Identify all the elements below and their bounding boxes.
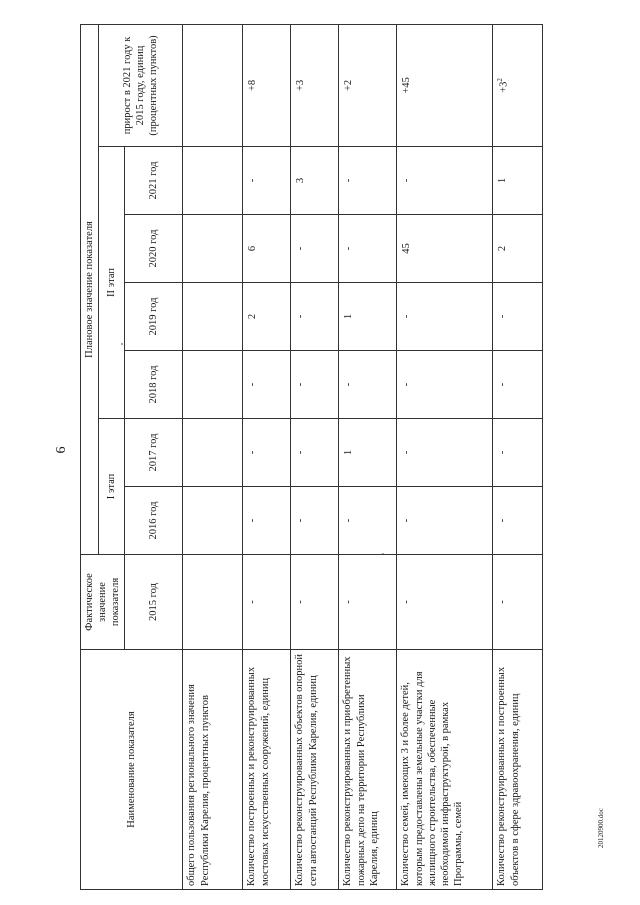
value-text: - <box>295 382 307 387</box>
indicator-value <box>291 215 339 283</box>
value-text: - <box>295 600 307 604</box>
indicator-value <box>183 24 243 146</box>
indicator-value <box>493 215 543 283</box>
header-growth: прирост в 2021 году к 2015 году, единиц (процентных пунктов) <box>99 24 183 146</box>
value-text: - <box>247 600 259 604</box>
header-row-1 <box>81 24 99 889</box>
value-text: - <box>343 600 355 604</box>
value-text: - <box>401 178 413 183</box>
value-text: +2 <box>343 79 355 92</box>
indicator-value <box>183 351 243 419</box>
indicator-name: Количество построенных и реконструированных мостовых искусственных сооружений, единиц <box>243 650 291 890</box>
header-year: 2018 год <box>125 351 183 419</box>
indicator-value <box>339 419 397 487</box>
value-text: - <box>247 178 259 183</box>
table-row <box>493 24 543 889</box>
value-text: - <box>295 518 307 523</box>
indicator-value <box>397 215 493 283</box>
rotated-table-container <box>80 25 610 890</box>
indicator-value <box>397 24 493 146</box>
header-actual: Фактическое значение показателя <box>81 555 125 650</box>
header-year: 2017 год <box>125 419 183 487</box>
indicator-value <box>291 351 339 419</box>
value-text: 1 <box>343 313 355 320</box>
indicator-value <box>291 24 339 146</box>
indicator-value <box>243 351 291 419</box>
header-stage-2: II этап <box>99 147 125 419</box>
indicator-value <box>243 419 291 487</box>
indicator-name: Количество реконструированных объектов опорной сети автостанций Республики Карелия, единиц <box>291 650 339 890</box>
indicator-value <box>183 215 243 283</box>
indicator-value <box>339 555 397 650</box>
value-text: +45 <box>401 77 413 94</box>
indicator-value <box>243 283 291 351</box>
value-text: - <box>343 382 355 387</box>
indicator-value <box>493 351 543 419</box>
indicator-name: общего пользования регионального значения Республики Карелия, процентных пунктов <box>183 650 243 890</box>
value-text: 2 <box>497 245 509 252</box>
value-text: - <box>247 518 259 523</box>
header-year: 2016 год <box>125 487 183 555</box>
indicator-value <box>397 283 493 351</box>
indicator-value <box>397 147 493 215</box>
footnote-mark: 2 <box>496 78 505 82</box>
indicator-value <box>339 215 397 283</box>
indicator-value <box>291 419 339 487</box>
indicator-value <box>291 283 339 351</box>
indicator-value <box>291 487 339 555</box>
indicator-value <box>397 419 493 487</box>
value-text: - <box>343 178 355 183</box>
indicator-value <box>493 487 543 555</box>
table-row <box>291 24 339 889</box>
indicator-value <box>291 147 339 215</box>
value-text: - <box>497 382 509 387</box>
indicator-value <box>339 283 397 351</box>
indicator-value <box>183 555 243 650</box>
value-text: - <box>401 382 413 387</box>
indicator-value <box>243 215 291 283</box>
indicator-value <box>493 283 543 351</box>
value-text: 2 <box>247 313 259 320</box>
value-text: - <box>497 518 509 523</box>
table-row <box>397 24 493 889</box>
value-text: - <box>401 314 413 319</box>
indicator-value <box>493 147 543 215</box>
value-text: 45 <box>401 243 413 254</box>
value-text: - <box>497 450 509 455</box>
indicator-value <box>339 24 397 146</box>
value-text: - <box>343 518 355 523</box>
value-text: - <box>401 518 413 523</box>
indicator-value <box>339 147 397 215</box>
indicator-value <box>183 487 243 555</box>
footer-filename: 20120900.doc <box>597 808 605 848</box>
value-text: - <box>343 246 355 251</box>
indicator-value <box>243 24 291 146</box>
table-row <box>183 24 243 889</box>
value-text: - <box>295 450 307 455</box>
indicator-value <box>183 147 243 215</box>
indicator-value <box>397 487 493 555</box>
table-row <box>339 24 397 889</box>
indicator-value <box>397 351 493 419</box>
value-text: +8 <box>247 79 259 92</box>
value-text: - <box>401 600 413 604</box>
value-text: - <box>295 246 307 251</box>
indicator-value <box>243 487 291 555</box>
indicator-value <box>291 555 339 650</box>
value-text: - <box>401 450 413 455</box>
page-number: 6 <box>54 446 69 454</box>
header-stage-1: I этап <box>99 419 125 555</box>
table-row <box>243 24 291 889</box>
indicator-value <box>339 487 397 555</box>
indicator-name: Количество реконструированных и приобретенных пожарных депо на территории Республики Карелия, единиц <box>339 650 397 890</box>
value-text: 6 <box>247 245 259 252</box>
value-text: - <box>247 382 259 387</box>
indicator-value <box>397 555 493 650</box>
header-year: 2019 год <box>125 283 183 351</box>
indicator-value <box>493 419 543 487</box>
indicator-name: Количество реконструированных и построенных объектов в сфере здравоохранения, единиц <box>493 650 543 890</box>
header-year: 2021 год <box>125 147 183 215</box>
value-text: +3 <box>498 81 510 93</box>
indicator-name: Количество семей, имеющих 3 и более детей, которым предоставлены земельные участки для жилищного строительства, обеспеченные необходимой инфраструктурой, в рамках Программы, семей <box>397 650 493 890</box>
header-planned: Плановое значение показателя <box>81 24 99 554</box>
indicator-value <box>493 24 543 146</box>
value-text: - <box>247 450 259 455</box>
value-text: - <box>295 314 307 319</box>
indicators-table <box>80 24 543 890</box>
table-body <box>183 24 543 889</box>
header-name: Наименование показателя <box>81 650 183 890</box>
value-text: 3 <box>295 177 307 184</box>
value-text: +3 <box>295 79 307 92</box>
header-year: 2015 год <box>125 555 183 650</box>
value-text: 1 <box>497 177 509 184</box>
indicator-value <box>183 283 243 351</box>
indicator-value <box>243 147 291 215</box>
indicator-value <box>183 419 243 487</box>
header-year: 2020 год <box>125 215 183 283</box>
indicator-value <box>493 555 543 650</box>
indicator-value <box>243 555 291 650</box>
value-text: - <box>497 600 509 604</box>
indicator-value <box>339 351 397 419</box>
value-text: 1 <box>343 449 355 456</box>
value-text: - <box>497 314 509 319</box>
